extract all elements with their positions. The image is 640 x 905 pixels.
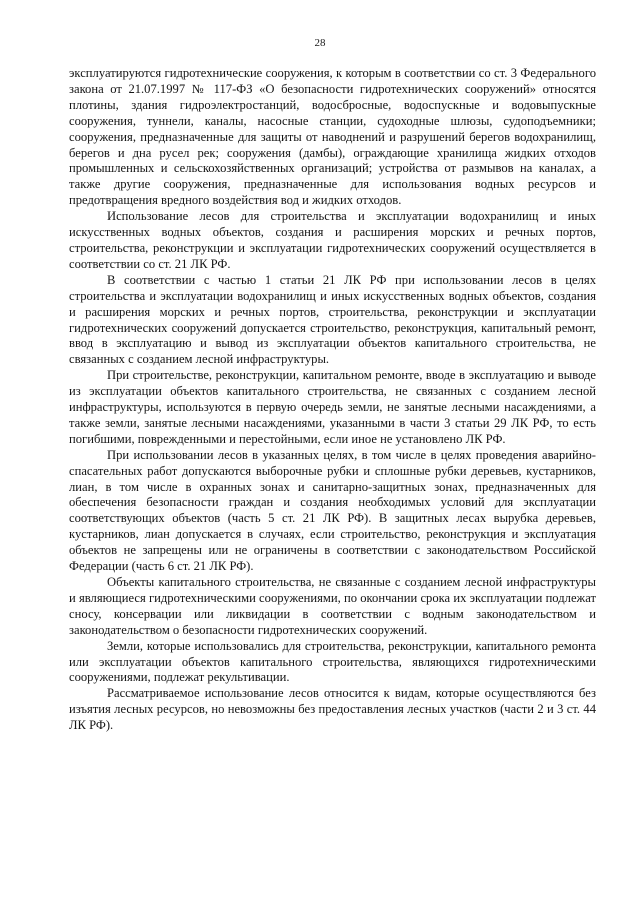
page-body (69, 66, 596, 734)
paragraph-land-recultivation: Земли, которые использовались для строительства, реконструкции, капитального ремонта или эксплуатации объектов капитального строительства, являющихся гидротехническими сооружениями, подлежат рекультивации. (69, 638, 596, 685)
paragraph-land-use-priority: При строительстве, реконструкции, капитальном ремонте, вводе в эксплуатацию и выводе из эксплуатации объектов капитального строительства, не связанных с созданием лесной инфраструктуры, используются в первую очередь земли, не занятые лесными насаждениями, а также земли, занятые лесными насаждениями, указанными в части 3 статьи 29 ЛК РФ, то есть погибшими, поврежденными и перестойными, если иное не установлено ЛК РФ. (69, 368, 596, 446)
paragraph-hydrotechnical-structures: эксплуатируются гидротехнические сооружения, к которым в соответствии со ст. 3 Федерального закона от 21.07.1997 № 117-ФЗ «О безопасности гидротехнических сооружений» относятся плотины, здания гидроэлектростанций, водосбросные, водоспускные и водовыпускные сооружения, туннели, каналы, насосные станции, судоходные шлюзы, судоподъемники; сооружения, предназначенные для защиты от наводнений и разрушений берегов водохранилищ, берегов и дна русел рек; сооружения (дамбы), ограждающие хранилища жидких отходов промышленных и сельскохозяйственных организаций; устройства от размывов на каналах, а также другие сооружения, предназначенные для использования водных ресурсов и предотвращения вредного воздействия вод и жидких отходов. (69, 66, 596, 208)
paragraph-demolition-conservation: Объекты капитального строительства, не связанные с созданием лесной инфраструктуры и являющиеся гидротехническими сооружениями, по окончании срока их эксплуатации подлежат сносу, консервации или ликвидации в соответствии с водным законодательством и законодательством о безопасности гидротехнических сооружений. (69, 575, 596, 637)
page-number: 28 (314, 37, 326, 49)
paragraph-felling-permitted: При использовании лесов в указанных целях, в том числе в целях проведения аварийно-спасательных работ допускаются выборочные рубки и сплошные рубки деревьев, кустарников, лиан, в том числе в охранных зонах и санитарно-защитных зонах, предназначенных для обеспечения безопасности граждан и создания необходимых условий для эксплуатации соответствующих объектов (часть 5 ст. 21 ЛК РФ). В защитных лесах вырубка деревьев, кустарников, лиан допускается в случаях, если строительство, реконструкция и эксплуатация объектов не запрещены или не ограничены в соответствии с законодательством Российской Федерации (часть 6 ст. 21 ЛК РФ). (69, 447, 596, 574)
paragraph-part-1-article-21: В соответствии с частью 1 статьи 21 ЛК РФ при использовании лесов в целях строительства и эксплуатации водохранилищ и иных искусственных водных объектов, создания и расширения морских и речных портов, строительства, реконструкции и эксплуатации гидротехнических сооружений допускается строительство, реконструкция, капитальный ремонт, ввод в эксплуатацию и вывод из эксплуатации объектов капитального строительства, не связанных с созданием лесной инфраструктуры. (69, 272, 596, 367)
paragraph-use-type: Рассматриваемое использование лесов относится к видам, которые осуществляются без изъятия лесных ресурсов, но невозможны без предоставления лесных участков (части 2 и 3 ст. 44 ЛК РФ). (69, 686, 596, 733)
paragraph-forest-use-article-21: Использование лесов для строительства и эксплуатации водохранилищ и иных искусственных водных объектов, создания и расширения морских и речных портов, строительства, реконструкции и эксплуатации гидротехнических сооружений осуществляется в соответствии со ст. 21 ЛК РФ. (69, 209, 596, 271)
